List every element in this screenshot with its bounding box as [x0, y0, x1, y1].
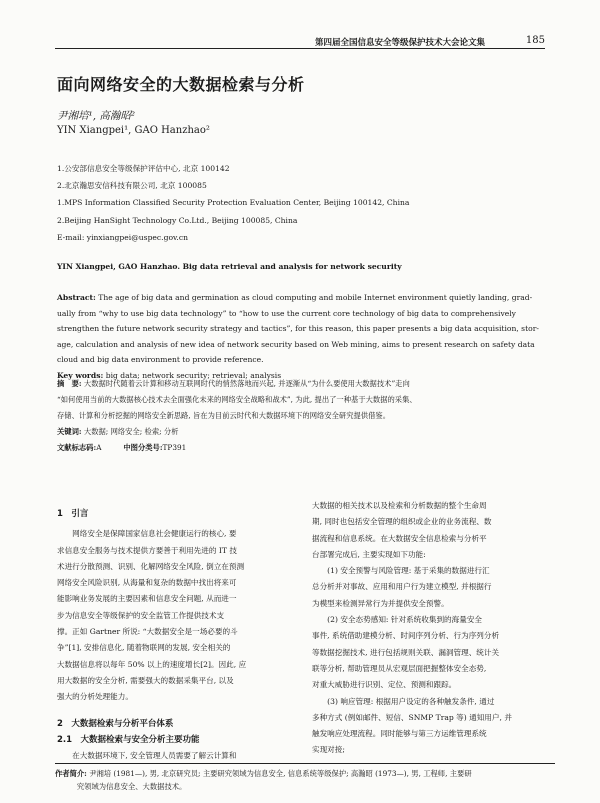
- conference-title: 第四届全国信息安全等级保护技术大会论文集: [314, 38, 485, 48]
- abstract-line: ually from “why to use big data technology” to “how to use the current core technology of big data to comprehensively: [57, 308, 516, 318]
- affiliation-line: 1.公安部信息安全等级保护评估中心, 北京 100142: [57, 164, 230, 173]
- affiliation-line: 1.MPS Information Classified Security Protection Evaluation Center, Beijing 100142, China: [57, 198, 410, 208]
- authors-chinese: 尹湘培¹, 高瀚昭²: [57, 110, 136, 122]
- doc-code: A: [96, 443, 102, 452]
- body-line: 求信息安全服务与技术提供方要善于利用先进的 IT 技: [57, 545, 237, 555]
- body-line: 网络安全风险识别, 从海量和复杂的数据中找出将来可: [57, 578, 237, 588]
- section-heading-intro: 1 引言: [57, 509, 89, 519]
- section-heading-2-1: 2.1 大数据检索与安全分析主要功能: [57, 734, 200, 745]
- body-line: 台部署完成后, 主要实现如下功能:: [312, 549, 426, 559]
- running-header: [55, 18, 545, 49]
- footnote-label: 作者简介:: [55, 769, 87, 778]
- body-line: 为模型来检测异常行为并提供安全预警。: [312, 598, 449, 608]
- body-line: 触发响应处理流程。同时能够与第三方运维管理系统: [312, 729, 487, 739]
- body-line: 在大数据环境下, 安全管理人员需要了解云计算和: [57, 751, 237, 761]
- abstract-cn-line: “如何使用当前的大数据核心技术去全面强化未来的网络安全战略和战术”, 为此, 提出了一种基于大数据的采集、: [57, 395, 417, 404]
- abstract-english: [57, 290, 545, 384]
- left-column: [57, 506, 302, 764]
- email-line: E-mail: yinxiangpei@uspec.gov.cn: [57, 232, 188, 242]
- body-line: 事件, 系统借助建模分析、时间序列分析、行为序列分析: [312, 631, 500, 641]
- body-line: 网络安全是保障国家信息社会健康运行的核心, 要: [57, 529, 237, 539]
- body-line: 大数据的相关技术以及检索和分析数据的整个生命周: [312, 501, 487, 510]
- keywords-label: Key words:: [57, 370, 104, 380]
- page-number: 185: [525, 35, 545, 46]
- keywords-text: big data; network security; retrieval; analysis: [103, 370, 282, 380]
- affiliation-line: 2.北京瀚思安信科技有限公司, 北京 100085: [57, 181, 207, 191]
- body-line: 能影响业务发展的主要因素和信息安全问题, 从而进一: [57, 594, 237, 604]
- body-line: 术进行分散预测、识别、化解网络安全风险, 倒立在预测: [57, 561, 245, 571]
- abstract-line: age, calculation and analysis of new idea of network security based on Web mining, aims to present research on safety data: [57, 339, 535, 349]
- abstract-line: cloud and big data environment to provide reference.: [57, 355, 264, 365]
- clc-label: 中图分类号:: [123, 443, 163, 452]
- paper-title: 面向网络安全的大数据检索与分析: [57, 75, 305, 94]
- affiliations: [57, 160, 409, 246]
- keywords-cn-text: 大数据; 网络安全; 检索; 分析: [81, 427, 179, 436]
- authors-english: YIN Xiangpei¹, GAO Hanzhao²: [57, 125, 210, 136]
- abstract-chinese: [57, 376, 545, 456]
- body-line: 强大的分析处理能力。: [57, 692, 133, 702]
- body-line: 联等分析, 帮助管理员从宏观层面把握整体安全态势,: [312, 663, 487, 673]
- abstract-cn-label: 摘 要:: [57, 379, 82, 388]
- body-line: 步为信息安全等级保护的安全监管工作提供技术支: [57, 610, 225, 620]
- abstract-label: Abstract:: [57, 293, 96, 302]
- abstract-cn-line: 大数据时代随着云计算和移动互联网时代的悄然落地而兴起, 并逐渐从“为什么要使用大数据技术”走向: [81, 379, 410, 388]
- keywords-cn-label: 关键词:: [57, 427, 82, 436]
- section-heading-2: 2 大数据检索与分析平台体系: [57, 718, 174, 729]
- author-footnote: [55, 763, 555, 793]
- affiliation-line: 2.Beijing HanSight Technology Co.Ltd., Beijing 100085, China: [57, 215, 298, 225]
- doc-code-label: 文献标志码:: [57, 443, 97, 452]
- body-line: 撑。正如 Gartner 所说: “大数据安全是一场必要的斗: [57, 627, 238, 637]
- body-line: 总分析并对事故、应用和用户行为建立模型, 并根据行: [312, 582, 492, 592]
- body-line: 期, 同时也包括安全管理的组织或企业的业务流程、数: [312, 517, 492, 527]
- body-line: 对重大威胁进行识别、定位、预测和跟踪。: [312, 680, 457, 690]
- body-line: 争”[1], 安排信息化, 随着物联网的发展, 安全相关的: [57, 643, 231, 653]
- body-line: (2) 安全态势感知: 针对系统收集到的海量安全: [312, 615, 483, 625]
- body-line: 据流程和信息系统。在大数据安全信息检索与分析平: [312, 533, 487, 543]
- abstract-line: The age of big data and germination as cloud computing and mobile Internet environment quietly landing, grad-: [95, 293, 533, 302]
- body-line: 用大数据的安全分析, 需要强大的数据采集平台, 以及: [57, 675, 234, 685]
- footnote-line: 尹湘培 (1981—), 男, 北京研究员; 主要研究领域为信息安全, 信息系统等级保护; 高瀚昭 (1973—), 男, 工程师, 主要研: [86, 769, 472, 778]
- body-line: 实现对接;: [312, 745, 345, 755]
- footnote-line: 究领域为信息安全、大数据技术。: [55, 782, 187, 791]
- body-line: 多种方式 (例如邮件、短信、SNMP Trap 等) 通知用户, 并: [312, 712, 512, 722]
- english-citation: YIN Xiangpei, GAO Hanzhao. Big data retrieval and analysis for network security: [57, 262, 402, 271]
- abstract-line: strengthen the future network security strategy and tactics”, for this reason, this paper presents a big data acquisition, stor-: [57, 324, 539, 334]
- body-line: 等数据挖掘技术, 进行包括规则关联、漏洞管理、统计关: [312, 647, 500, 657]
- right-column: [312, 498, 552, 759]
- body-line: (3) 响应管理: 根据用户设定的各种触发条件, 通过: [312, 696, 495, 706]
- abstract-cn-line: 存储、计算和分析挖掘的网络安全新思路, 旨在为目前云时代和大数据环境下的网络安全研究提供借鉴。: [57, 411, 390, 420]
- body-line: (1) 安全预警与风险管理: 基于采集的数据进行汇: [312, 566, 490, 576]
- clc-code: TP391: [162, 443, 187, 452]
- body-line: 大数据信息将以每年 50% 以上的速度增长[2]。因此, 应: [57, 659, 247, 669]
